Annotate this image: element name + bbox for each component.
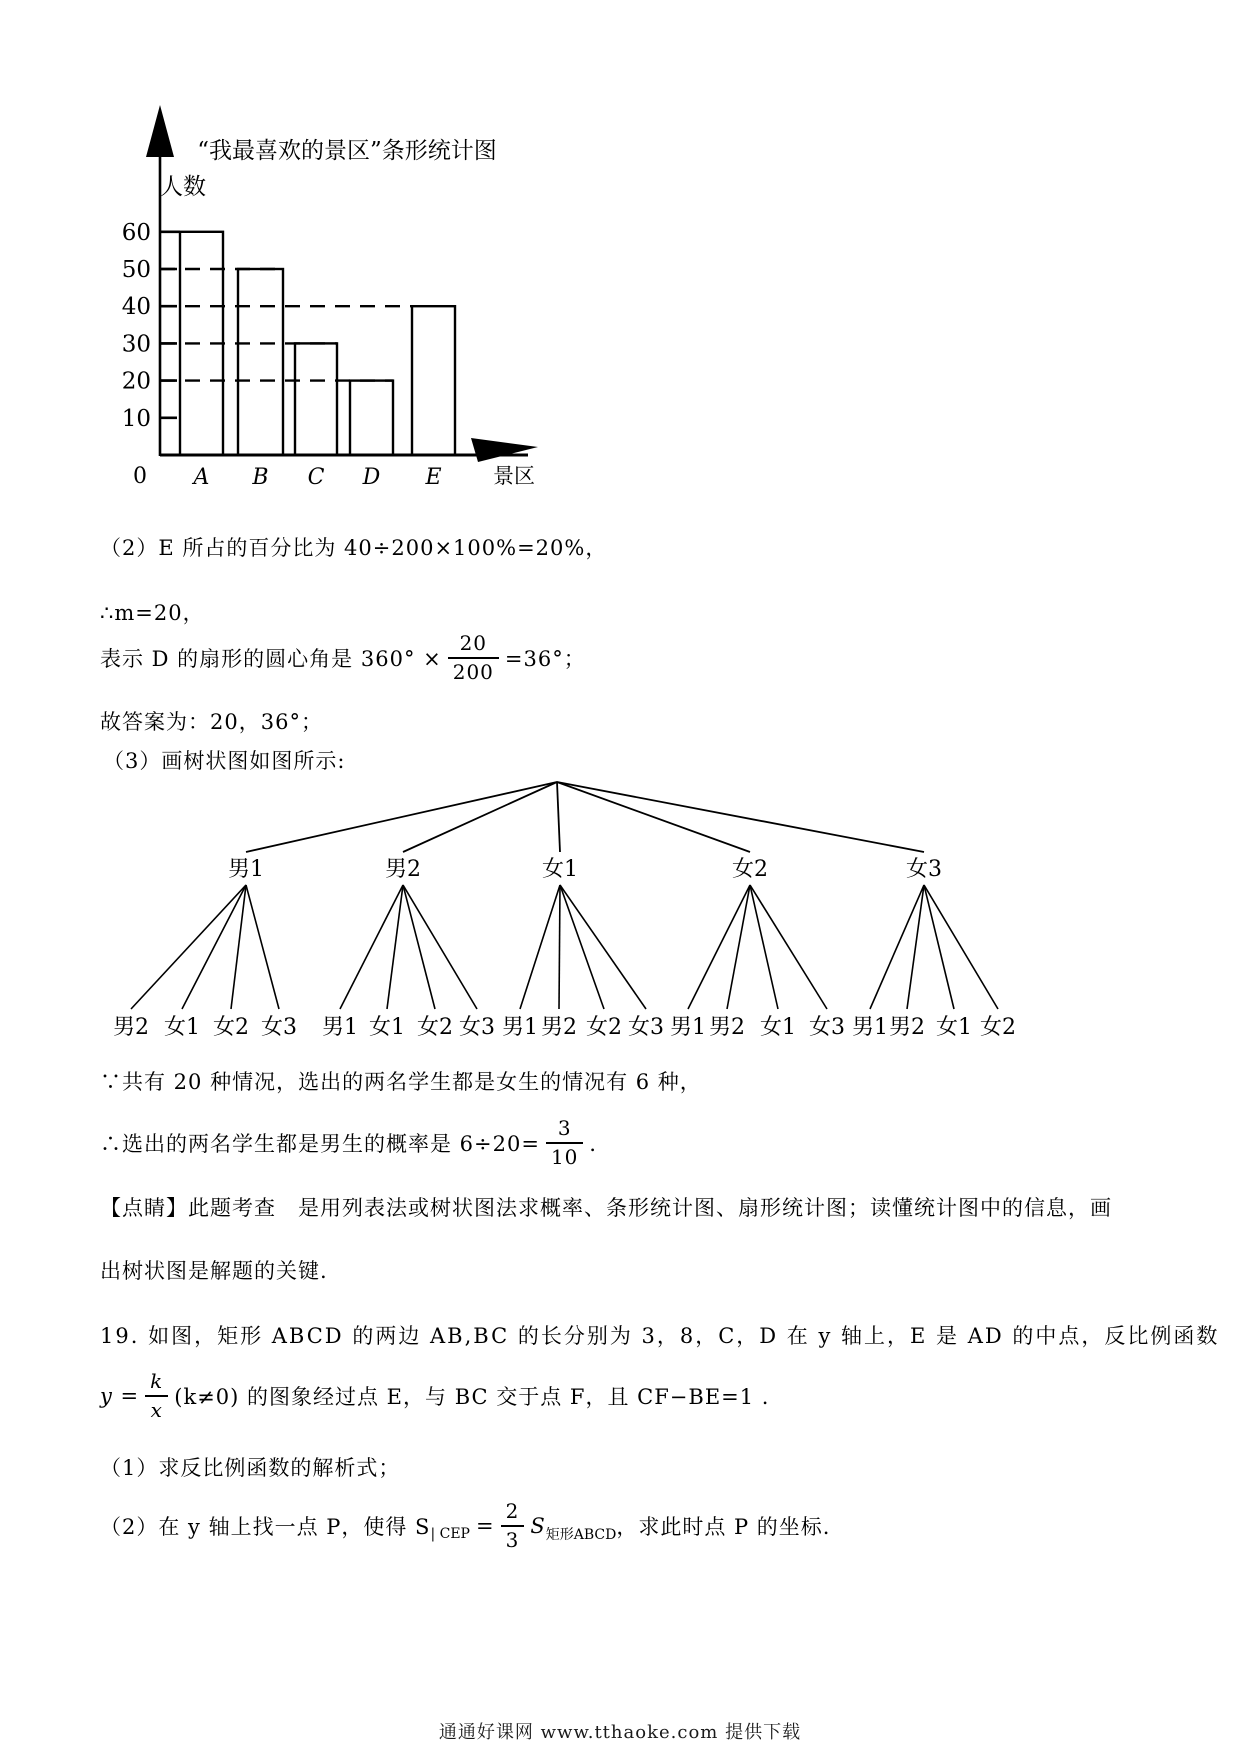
chart-title: “我最喜欢的景区”条形统计图 bbox=[197, 138, 497, 164]
tree-leaf-label: 女1 bbox=[936, 1015, 972, 1040]
q2-subscript-1: | CEP bbox=[430, 1526, 470, 1542]
tree-branch-line bbox=[246, 782, 557, 852]
sector-text-post: =36°； bbox=[504, 647, 586, 671]
x-category-label: C bbox=[307, 465, 325, 490]
tree-leaf-label: 男2 bbox=[709, 1015, 745, 1040]
probability-text-pre: ∴选出的两名学生都是男生的概率是 6÷20= bbox=[100, 1132, 540, 1156]
tree-leaf-label: 男1 bbox=[502, 1015, 538, 1040]
bar bbox=[350, 381, 393, 455]
solution-sector-line bbox=[100, 622, 586, 694]
sector-fraction bbox=[448, 632, 499, 684]
y-tick-label: 60 bbox=[121, 219, 151, 246]
footer-watermark: 通通好课网 www.tthaoke.com 提供下载 bbox=[438, 1722, 802, 1743]
y-axis-title: 人数 bbox=[160, 174, 206, 200]
bar bbox=[295, 343, 337, 455]
bar-chart-canvas bbox=[100, 95, 560, 495]
x-category-label: E bbox=[425, 465, 442, 490]
tree-node-label: 女1 bbox=[542, 857, 578, 882]
tree-leaf-label: 女2 bbox=[417, 1015, 453, 1040]
tree-branch-line bbox=[557, 782, 560, 852]
tree-branch-line bbox=[750, 885, 778, 1009]
fraction-denominator: 10 bbox=[546, 1142, 583, 1169]
probability-text-post: ． bbox=[589, 1132, 612, 1156]
tree-branch-line bbox=[559, 885, 560, 1009]
y-axis-arrow-icon bbox=[146, 105, 174, 157]
q2-subscript-2: 矩形ABCD bbox=[545, 1527, 617, 1543]
tree-leaf-label: 女3 bbox=[459, 1015, 495, 1040]
tree-branch-line bbox=[403, 885, 435, 1009]
tree-branch-line bbox=[246, 885, 279, 1009]
note-line-1: 【点睛】此题考查 是用列表法或树状图法求概率、条形统计图、扇形统计图；读懂统计图中的信息，画 bbox=[100, 1196, 1112, 1220]
tree-leaf-label: 男2 bbox=[541, 1015, 577, 1040]
tree-branch-line bbox=[182, 885, 246, 1009]
tree-branch-line bbox=[727, 885, 750, 1009]
tree-diagram-canvas bbox=[90, 772, 1050, 1050]
fraction-denominator: 200 bbox=[448, 657, 499, 684]
problem19-q2-line bbox=[100, 1488, 830, 1564]
solution-answer-line: 故答案为：20，36°； bbox=[100, 710, 323, 734]
bar-chart-figure bbox=[100, 95, 560, 499]
tree-leaf-label: 女2 bbox=[980, 1015, 1016, 1040]
tree-leaf-label: 男1 bbox=[670, 1015, 706, 1040]
solution-part3-caption: （3）画树状图如图所示: bbox=[103, 749, 346, 773]
tree-branch-line bbox=[403, 782, 557, 852]
x-category-label: A bbox=[193, 465, 210, 490]
sector-text-pre: 表示 D 的扇形的圆心角是 360° × bbox=[100, 647, 442, 671]
y-tick-label: 40 bbox=[121, 294, 151, 321]
tree-branch-line bbox=[557, 782, 924, 852]
problem19-function-line bbox=[100, 1356, 769, 1436]
tree-leaf-label: 女1 bbox=[760, 1015, 796, 1040]
tree-branch-line bbox=[520, 885, 560, 1009]
tree-branch-line bbox=[387, 885, 403, 1009]
problem19-intro-line: 19. 如图，矩形 ABCD 的两边 AB,BC 的长分别为 3，8，C，D 在 y 轴上，E 是 AD 的中点，反比例函数 bbox=[100, 1324, 1220, 1348]
tree-leaf-label: 女1 bbox=[369, 1015, 405, 1040]
bar bbox=[412, 306, 455, 455]
tree-branch-line bbox=[131, 885, 246, 1009]
fraction-numerator: 2 bbox=[505, 1499, 520, 1523]
y-tick-label: 20 bbox=[121, 368, 151, 395]
q2-fraction bbox=[501, 1500, 525, 1552]
tree-branch-line bbox=[557, 782, 750, 852]
fraction-numerator: k bbox=[150, 1369, 164, 1393]
y-tick-label: 30 bbox=[121, 331, 151, 358]
tree-branch-line bbox=[560, 885, 646, 1009]
tree-leaf-label: 女2 bbox=[586, 1015, 622, 1040]
tree-branch-line bbox=[924, 885, 998, 1009]
solution-probability-line bbox=[100, 1108, 611, 1178]
fraction-numerator: 20 bbox=[459, 631, 488, 655]
fraction-denominator: 3 bbox=[501, 1525, 525, 1552]
tree-branch-line bbox=[750, 885, 827, 1009]
tree-node-label: 男2 bbox=[385, 857, 421, 882]
bar bbox=[238, 269, 283, 455]
tree-leaf-label: 女3 bbox=[628, 1015, 664, 1040]
y-tick-label: 10 bbox=[121, 405, 151, 432]
y-tick-label: 50 bbox=[121, 257, 151, 283]
tree-branch-line bbox=[688, 885, 750, 1009]
function-fraction bbox=[145, 1370, 168, 1422]
tree-node-label: 女3 bbox=[906, 857, 942, 882]
q2-S-symbol: S bbox=[530, 1514, 546, 1538]
fraction-numerator: 3 bbox=[557, 1116, 572, 1140]
tree-leaf-label: 男2 bbox=[113, 1015, 149, 1040]
q2-text-post: ，求此时点 P 的坐标. bbox=[616, 1515, 831, 1539]
problem19-q1-line: （1）求反比例函数的解析式； bbox=[100, 1456, 401, 1480]
x-category-label: D bbox=[362, 465, 381, 490]
tree-leaf-label: 女2 bbox=[213, 1015, 249, 1040]
note-line-2: 出树状图是解题的关键. bbox=[100, 1259, 328, 1283]
tree-branch-line bbox=[560, 885, 604, 1009]
tree-leaf-label: 女3 bbox=[809, 1015, 845, 1040]
tree-leaf-label: 男1 bbox=[322, 1015, 358, 1040]
x-category-label: B bbox=[252, 465, 269, 490]
tree-leaf-label: 女1 bbox=[164, 1015, 200, 1040]
origin-label: 0 bbox=[133, 464, 147, 489]
tree-diagram bbox=[90, 772, 1050, 1054]
tree-branch-line bbox=[340, 885, 403, 1009]
x-axis-title: 景区 bbox=[493, 464, 535, 488]
tree-branch-line bbox=[924, 885, 954, 1009]
tree-branch-line bbox=[231, 885, 246, 1009]
tree-leaf-label: 女3 bbox=[261, 1015, 297, 1040]
tree-branch-line bbox=[403, 885, 477, 1009]
function-text-post: (k≠0) 的图象经过点 E，与 BC 交于点 F，且 CF−BE=1 . bbox=[174, 1385, 770, 1409]
tree-node-label: 男1 bbox=[228, 857, 264, 882]
tree-node-label: 女2 bbox=[732, 857, 768, 882]
solution-m-line: ∴m=20， bbox=[100, 601, 205, 625]
probability-fraction bbox=[546, 1117, 583, 1169]
fraction-denominator: x bbox=[145, 1395, 168, 1422]
tree-leaf-label: 男1 bbox=[852, 1015, 888, 1040]
q2-equals: = bbox=[475, 1514, 495, 1538]
solution-part2-line: （2）E 所占的百分比为 40÷200×100%=20%， bbox=[100, 536, 608, 560]
q2-text-pre: （2）在 y 轴上找一点 P，使得 S bbox=[100, 1515, 431, 1539]
tree-leaf-label: 男2 bbox=[889, 1015, 925, 1040]
function-text-pre: y = bbox=[100, 1384, 140, 1408]
solution-cases-line: ∵共有 20 种情况，选出的两名学生都是女生的情况有 6 种， bbox=[100, 1070, 702, 1094]
x-axis-arrow-icon bbox=[471, 438, 538, 462]
